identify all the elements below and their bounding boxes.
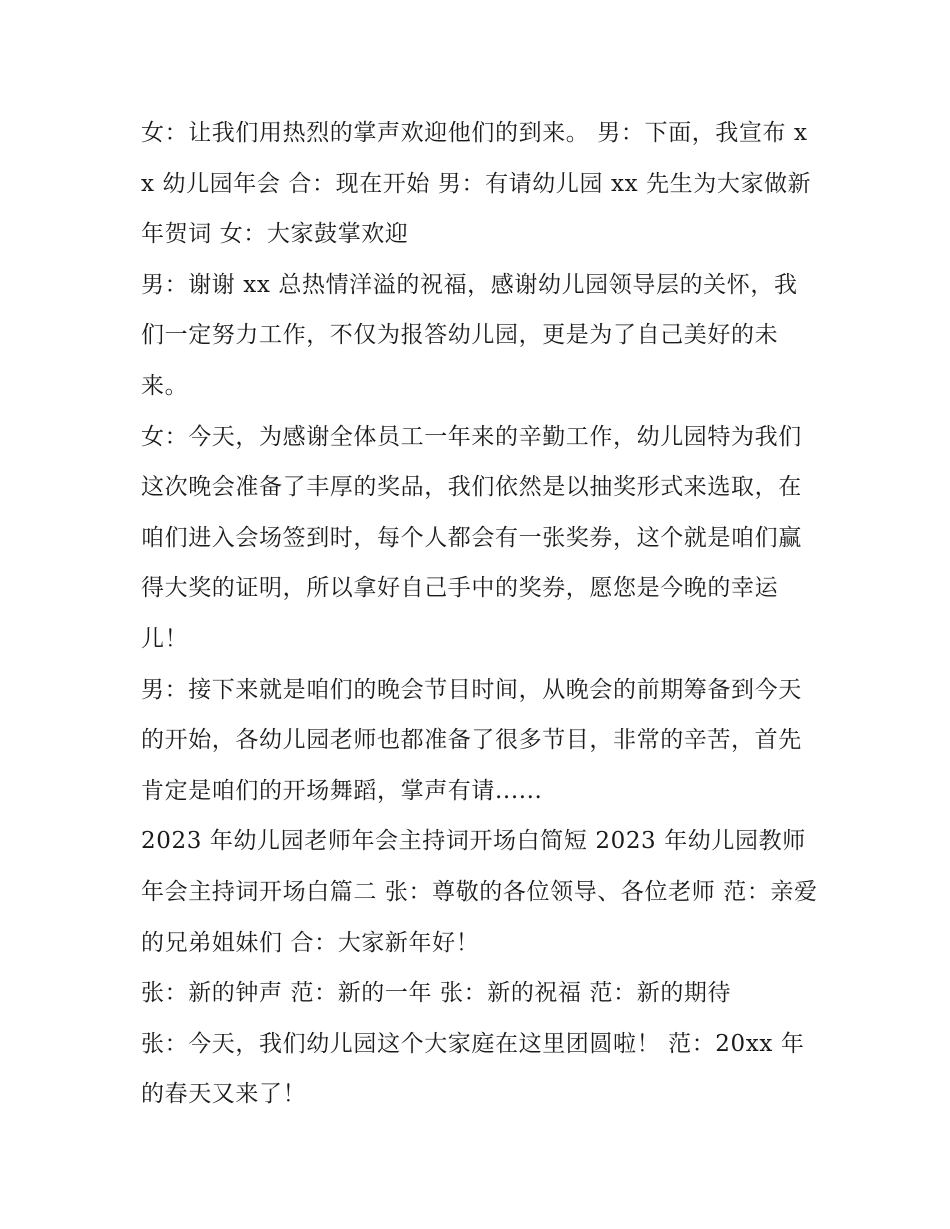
paragraph-6: 张：新的钟声 范：新的一年 张：新的祝福 范：新的期待 [141,980,732,1007]
paragraph-4: 男：接下来就是咱们的晚会节目时间，从晚会的前期筹备到今天的开始，各幼儿园老师也都准备了很多节目，非常的辛苦，首先肯定是咱们的开场舞蹈，掌声有请...... [141,676,802,804]
paragraph-3: 女：今天，为感谢全体员工一年来的辛勤工作，幼儿园特为我们这次晚会准备了丰厚的奖品，我们依然是以抽奖形式来选取，在咱们进入会场签到时，每个人都会有一张奖券，这个就是咱们赢得大奖的证明，所以拿好自己手中的奖券，愿您是今晚的幸运儿！ [141,423,802,652]
paragraph-1: 女：让我们用热烈的掌声欢迎他们的到来。 男：下面，我宣布 xx 幼儿园年会 合：现在开始 男：有请幼儿园 xx 先生为大家做新年贺词 女：大家鼓掌欢迎 [141,120,812,248]
paragraph-7: 张：今天，我们幼儿园这个大家庭在这里团圆啦！ 范：20xx 年的春天又来了！ [141,1030,805,1108]
paragraph-2: 男：谢谢 xx 总热情洋溢的祝福，感谢幼儿园领导层的关怀，我们一定努力工作，不仅为报答幼儿园，更是为了自己美好的未来。 [141,271,798,399]
paragraph-5: 2023 年幼儿园老师年会主持词开场白简短 2023 年幼儿园教师年会主持词开场白篇二 张：尊敬的各位领导、各位老师 范：亲爱的兄弟姐妹们 合：大家新年好！ [141,828,818,956]
document-body [141,108,821,1120]
